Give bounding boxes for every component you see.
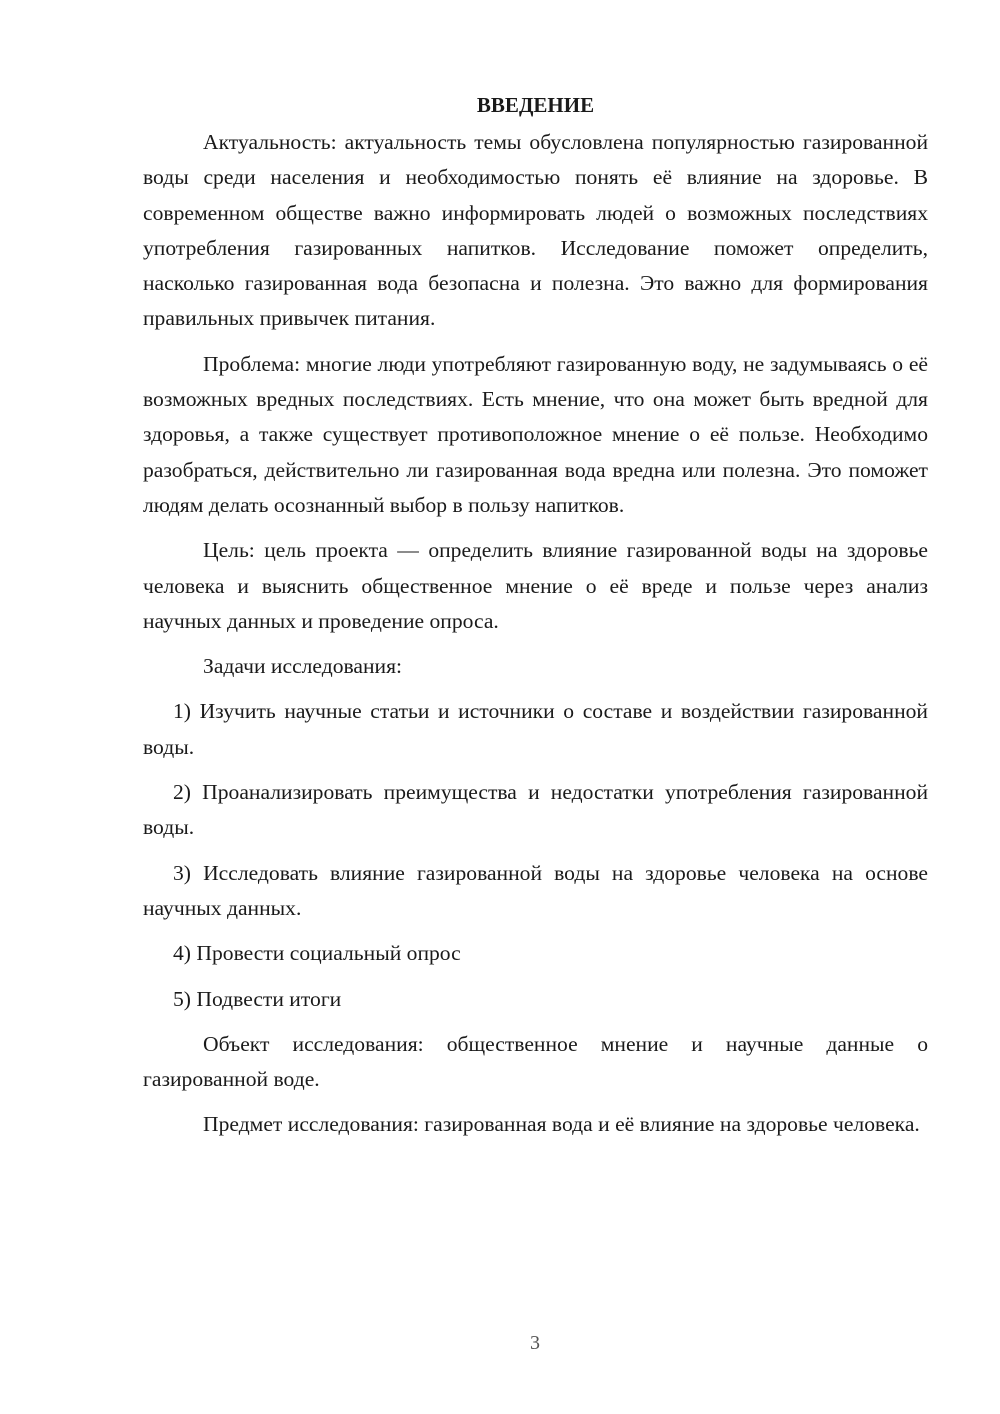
paragraph-subject: Предмет исследования: газированная вода и её влияние на здоровье человека. (203, 1112, 920, 1137)
page-title: ВВЕДЕНИЕ (476, 93, 595, 117)
task-item-5: 5) Подвести итоги (173, 986, 342, 1011)
page-number: 3 (530, 1332, 540, 1354)
document-page (143, 88, 928, 1143)
task-item-3: 3) Исследовать влияние газированной воды на здоровье человека на основе научных данных. (143, 860, 928, 920)
paragraph-goal: Цель: цель проекта — определить влияние газированной воды на здоровье человека и выяснить общественное мнение о её вреде и пользе через анализ научных данных и проведение опроса. (143, 538, 928, 633)
task-item-4: 4) Провести социальный опрос (173, 941, 461, 966)
paragraph-object: Объект исследования: общественное мнение и научные данные о газированной воде. (143, 1031, 928, 1092)
tasks-heading: Задачи исследования: (203, 654, 403, 679)
paragraph-problem: Проблема: многие люди употребляют газированную воду, не задумываясь о её возможных вредных последствиях. Есть мнение, что она может быть вредной для здоровья, а также существует противоположное мнение о её пользе. Необходимо разобраться, действительно ли газированная вода вредна или полезна. Это поможет людям делать осознанный выбор в пользу напитков. (143, 351, 928, 517)
task-item-2: 2) Проанализировать преимущества и недостатки употребления газированной воды. (143, 780, 928, 840)
paragraph-relevance: Актуальность: актуальность темы обусловлена популярностью газированной воды среди населения и необходимостью понять её влияние на здоровье. В современном обществе важно информировать людей о возможных последствиях употребления газированных напитков. Исследование поможет определить, насколько газированная вода безопасна и полезна. Это важно для формирования правильных привычек питания. (143, 130, 928, 331)
task-item-1: 1) Изучить научные статьи и источники о составе и воздействии газированной воды. (143, 699, 928, 759)
